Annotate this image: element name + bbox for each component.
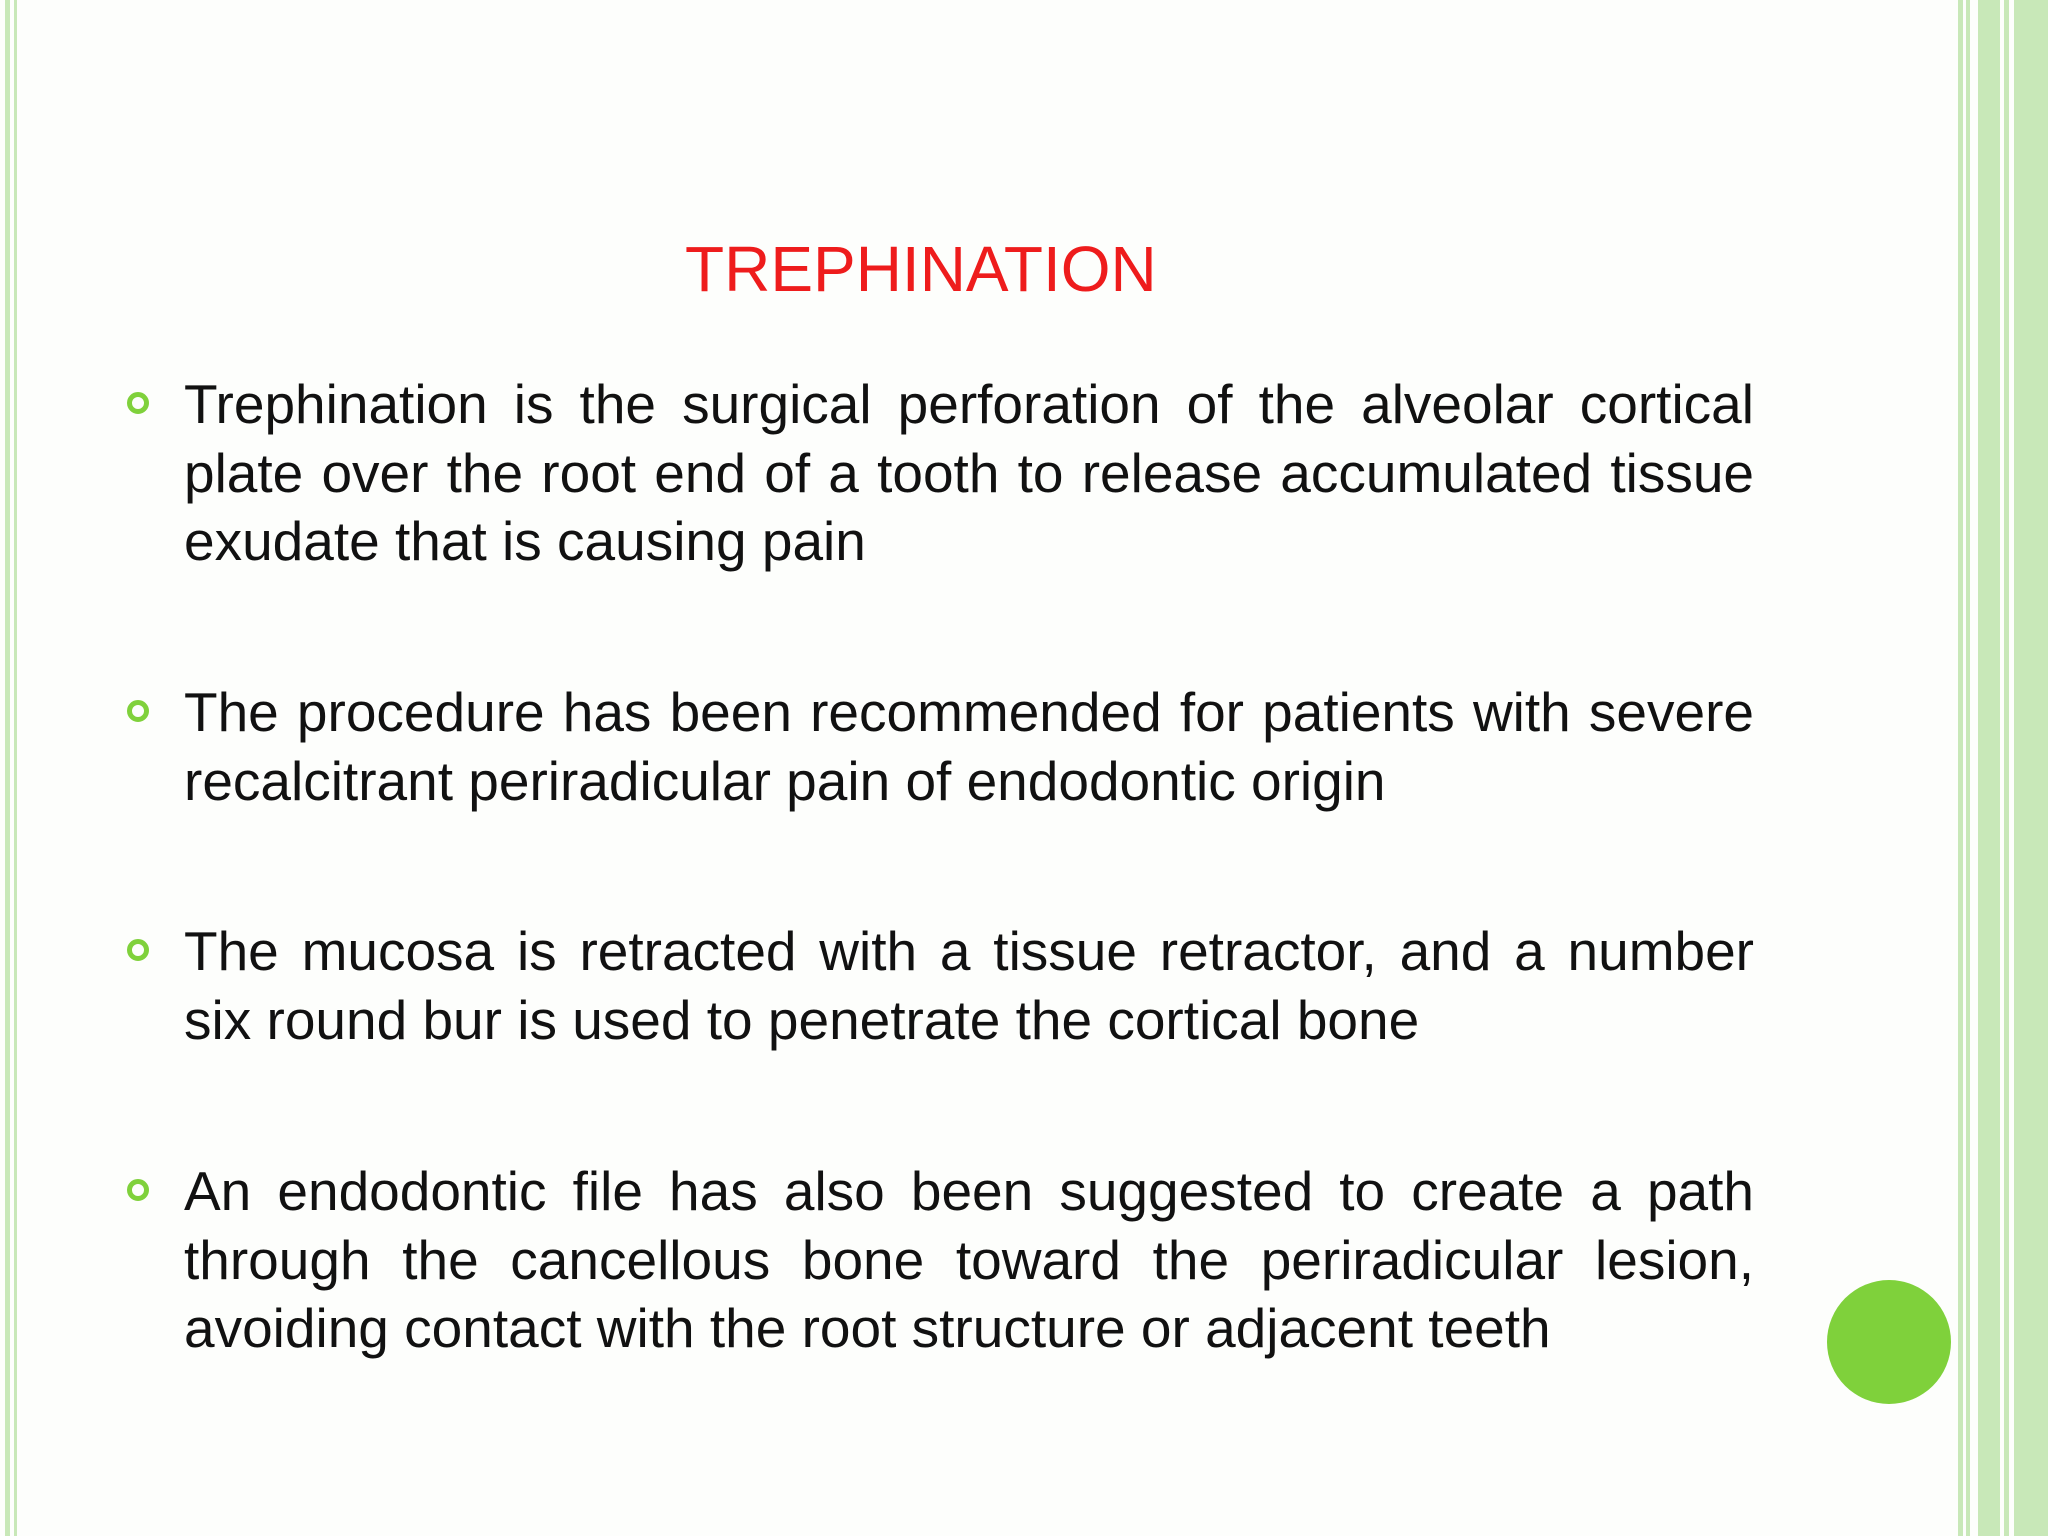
bullet-text: The procedure has been recommended for patients with severe recalcitrant periradicular pain of endodontic origin <box>184 681 1754 812</box>
hollow-circle-bullet-icon <box>127 939 149 961</box>
hollow-circle-bullet-icon <box>127 392 149 414</box>
hollow-circle-bullet-icon <box>127 1179 149 1201</box>
bullet-text: An endodontic file has also been suggested to create a path through the cancellous bone toward the periradicular lesion, avoiding contact with the root structure or adjacent teeth <box>184 1160 1754 1359</box>
slide-title: TREPHINATION <box>685 233 1157 305</box>
bullet-item <box>184 917 1754 1054</box>
right-border-stripe <box>1978 0 2000 1536</box>
right-border-stripe <box>1958 0 1963 1536</box>
right-border-stripe <box>2014 0 2048 1536</box>
left-border-line <box>14 0 17 1536</box>
bullet-item <box>184 1157 1754 1363</box>
bullet-text: Trephination is the surgical perforation of the alveolar cortical plate over the root end of a tooth to release accumulated tissue exudate that is causing pain <box>184 373 1754 572</box>
right-border-stripe <box>1966 0 1970 1536</box>
left-border-line <box>5 0 10 1536</box>
hollow-circle-bullet-icon <box>127 700 149 722</box>
bullet-text: The mucosa is retracted with a tissue retractor, and a number six round bur is used to penetrate the cortical bone <box>184 920 1754 1051</box>
right-border-stripe <box>2004 0 2009 1536</box>
bullet-item <box>184 678 1754 815</box>
bullet-item <box>184 370 1754 576</box>
green-circle-icon <box>1827 1280 1951 1404</box>
